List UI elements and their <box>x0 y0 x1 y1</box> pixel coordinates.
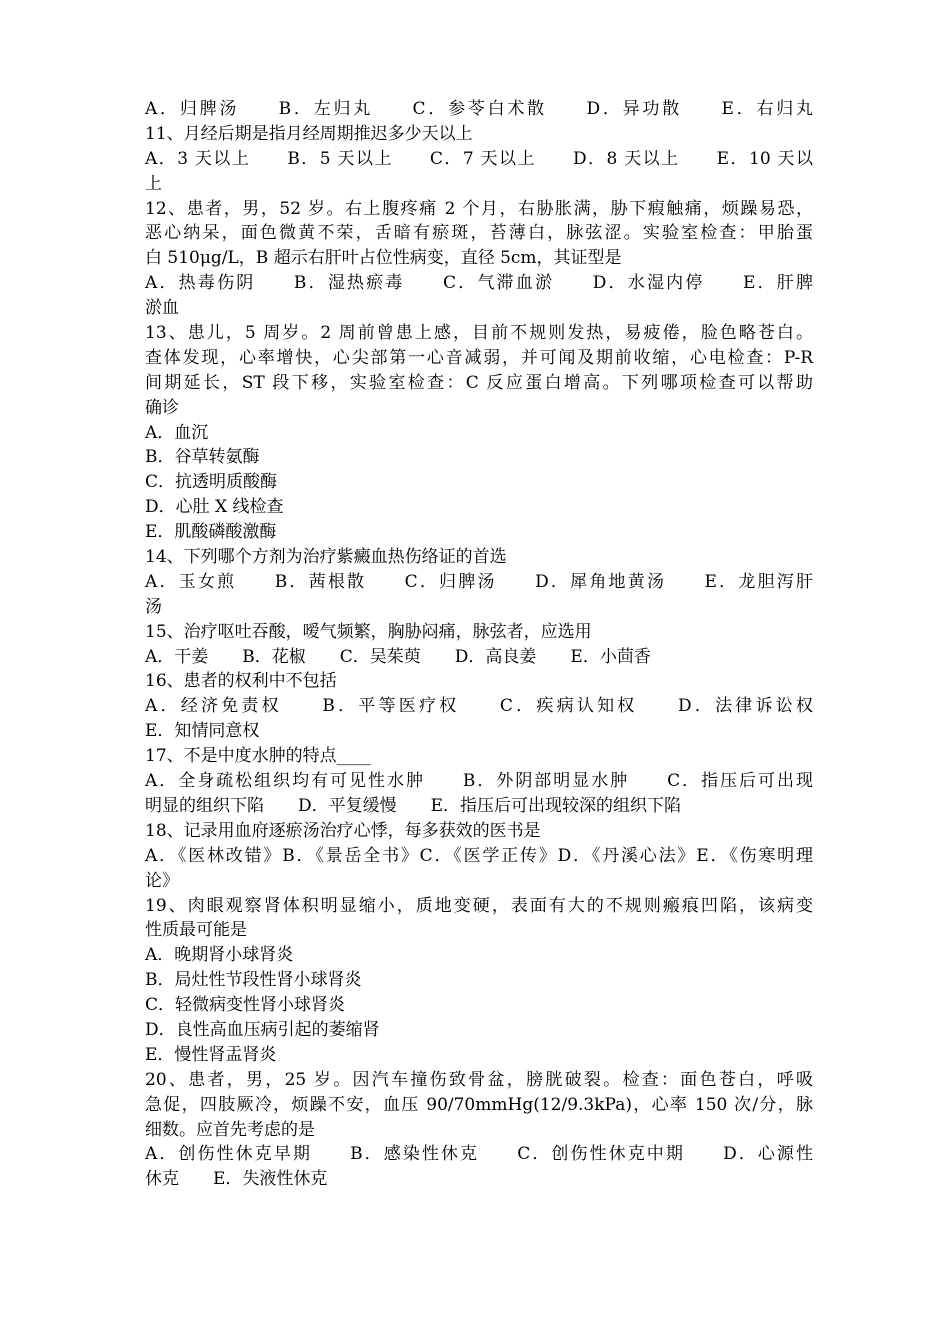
q17-stem: 17、不是中度水肿的特点____ <box>145 746 371 767</box>
q16-options-cont: E．知情同意权 <box>145 721 260 742</box>
q11-stem: 11、月经后期是指月经周期推迟多少天以上 <box>145 123 473 144</box>
q13-stem: 13、患儿，5 周岁。2 周前曾患上感，目前不规则发热，易疲倦，脸色略苍白。 <box>145 323 813 344</box>
q20-options: A．创伤性休克早期 B．感染性休克 C．创伤性休克中期 D．心源性 <box>145 1144 813 1165</box>
q20-stem: 20、患者，男，25 岁。因汽车撞伤致骨盆，膀胱破裂。检查：面色苍白，呼吸 <box>145 1069 813 1090</box>
q18-stem: 18、记录用血府逐瘀汤治疗心悸，每多获效的医书是 <box>145 820 541 841</box>
q13-stem-cont: 查体发现，心率增快，心尖部第一心音减弱，并可闻及期前收缩，心电检查：P-R <box>145 347 813 368</box>
q13-stem-cont: 间期延长，ST 段下移，实验室检查：C 反应蛋白增高。下列哪项检查可以帮助 <box>145 372 813 393</box>
q19-option-a: A．晚期肾小球肾炎 <box>145 945 294 966</box>
q19-option-d: D．良性高血压病引起的萎缩肾 <box>145 1019 380 1040</box>
q16-stem: 16、患者的权利中不包括 <box>145 671 337 692</box>
q19-stem-cont: 性质最可能是 <box>145 920 247 941</box>
q17-options-cont: 明显的组织下陷 D．平复缓慢 E．指压后可出现较深的组织下陷 <box>145 795 682 816</box>
q11-options: A．3 天以上 B．5 天以上 C．7 天以上 D．8 天以上 E．10 天以 <box>145 148 813 169</box>
q17-options: A．全身疏松组织均有可见性水肿 B．外阴部明显水肿 C．指压后可出现 <box>145 771 813 792</box>
q12-stem-cont: 恶心纳呆，面色微黄不荣，舌暗有瘀斑，苔薄白，脉弦涩。实验室检查：甲胎蛋 <box>145 223 813 244</box>
q13-option-c: C．抗透明质酸酶 <box>145 472 278 493</box>
q12-options: A．热毒伤阴 B．湿热瘀毒 C．气滞血淤 D．水湿内停 E．肝脾 <box>145 273 813 294</box>
q14-options-cont: 汤 <box>145 596 162 617</box>
q13-option-a: A．血沉 <box>145 422 209 443</box>
q19-option-e: E．慢性肾盂肾炎 <box>145 1044 277 1065</box>
q19-stem: 19、肉眼观察肾体积明显缩小，质地变硬，表面有大的不规则瘢痕凹陷，该病变 <box>145 895 813 916</box>
q14-options: A．玉女煎 B．茜根散 C．归脾汤 D．犀角地黄汤 E．龙胆泻肝 <box>145 571 813 592</box>
q10-options: A．归脾汤 B．左归丸 C．参苓白术散 D．异功散 E．右归丸 <box>145 99 813 119</box>
q12-options-cont: 淤血 <box>145 298 179 319</box>
q13-option-d: D．心肚 X 线检查 <box>145 497 284 518</box>
q20-stem-cont: 细数。应首先考虑的是 <box>145 1119 315 1140</box>
q13-option-e: E．肌酸磷酸激酶 <box>145 522 277 543</box>
q13-stem-cont: 确诊 <box>145 397 179 418</box>
q15-options: A．干姜 B．花椒 C．吴茱萸 D．高良姜 E．小茴香 <box>145 646 651 667</box>
q11-options-cont: 上 <box>145 173 162 194</box>
q12-stem-cont: 白 510μg/L，B 超示右肝叶占位性病变，直径 5cm，其证型是 <box>145 248 622 269</box>
q20-options-cont: 休克 E．失液性休克 <box>145 1169 328 1190</box>
q15-stem: 15、治疗呕吐吞酸，嗳气频繁，胸胁闷痛，脉弦者，应选用 <box>145 621 592 642</box>
q18-options: A．《医林改错》B．《景岳全书》C．《医学正传》D．《丹溪心法》E．《伤寒明理 <box>145 845 813 866</box>
q19-option-c: C．轻微病变性肾小球肾炎 <box>145 995 346 1016</box>
q12-stem: 12、患者，男，52 岁。右上腹疼痛 2 个月，右胁胀满，胁下瘕触痛，烦躁易恐， <box>145 198 813 219</box>
q16-options: A．经济免责权 B．平等医疗权 C．疾病认知权 D．法律诉讼权 <box>145 696 813 717</box>
document-page <box>145 97 813 1192</box>
q19-option-b: B．局灶性节段性肾小球肾炎 <box>145 970 362 991</box>
q13-option-b: B．谷草转氨酶 <box>145 447 260 468</box>
q14-stem: 14、下列哪个方剂为治疗紫癜血热伤络证的首选 <box>145 547 507 568</box>
q20-stem-cont: 急促，四肢厥冷，烦躁不安，血压 90/70mmHg(12/9.3kPa)，心率 150 次/分，脉 <box>145 1094 813 1115</box>
q18-options-cont: 论》 <box>145 870 179 891</box>
